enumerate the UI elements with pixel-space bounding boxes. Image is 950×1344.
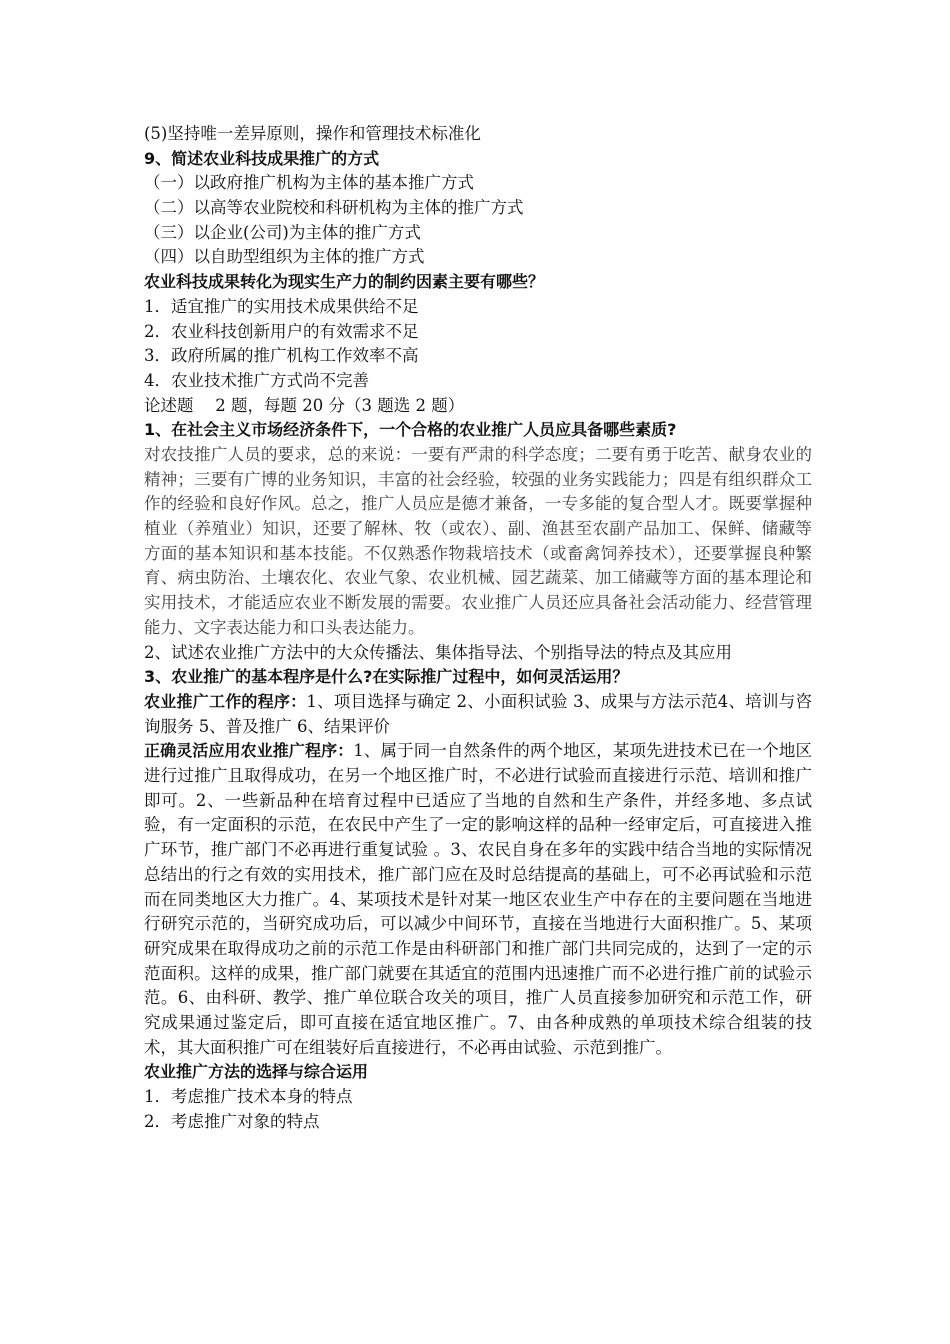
paragraph-flexible-application xyxy=(144,739,812,1060)
list-item-way-4: （四）以自助型组织为主体的推广方式 xyxy=(144,247,425,267)
list-item-way-2: （二）以高等农业院校和科研机构为主体的推广方式 xyxy=(144,198,524,218)
document-page xyxy=(144,122,812,1135)
procedure-text: 1、项目选择与确定 2、小面积试验 3、成果与方法示范4、培训与咨询服务 5、普及推广 6、结果评价 xyxy=(144,691,812,736)
flexible-lead: 正确灵活应用农业推广程序： xyxy=(144,741,354,761)
flexible-text: 1、属于同一自然条件的两个地区，某项先进技术已在一个地区进行过推广且取得成功，在另一个地区推广时，不必进行试验而直接进行示范、培训和推广即可。2、一些新品种在培育过程中已适应了当地的自然和生产条件，并经多地、多点试验，有一定面积的示范，在农民中产生了一定的影响这样的品种一经审定后，可直接进入推广环节，推广部门不必再进行重复试验 。3、农民自身在多年的实践中结合当地的实际情况总结出的行之有效的实用技术，推广部门应在及时总结提高的基础上，可不必再试验和示范而在同类地区大力推广。4、某项技术是针对某一地区农业生产中存在的主要问题在当地进行研究示范的，当研究成功后，可以减少中间环节，直接在当地进行大面积推广。5、某项研究成果在取得成功之前的示范工作是由科研部门和推广部门共同完成的，达到了一定的示范面积。这样的成果，推广部门就要在其适宜的范围内迅速推广而不必进行推广前的试验示范。6、由科研、教学、推广单位联合攻关的项目，推广人员直接参加研究和示范工作，研究成果通过鉴定后，即可直接在适宜地区推广。7、由各种成熟的单项技术综合组装的技术，其大面积推广可在组装好后直接进行，不必再由试验、示范到推广。 xyxy=(144,741,812,1057)
section-essay-header: 论述题 2 题，每题 20 分（3 题选 2 题） xyxy=(144,395,465,415)
list-item-way-3: （三）以企业(公司)为主体的推广方式 xyxy=(144,222,421,242)
heading-methods: 农业推广方法的选择与综合运用 xyxy=(144,1062,369,1082)
heading-essay-q2: 2、试述农业推广方法中的大众传播法、集体指导法、个别指导法的特点及其应用 xyxy=(144,642,732,662)
list-item-constraint-4: 4．农业技术推广方式尚不完善 xyxy=(144,370,369,390)
list-item-constraint-3: 3．政府所属的推广机构工作效率不高 xyxy=(144,346,419,366)
list-item-method-2: 2．考虑推广对象的特点 xyxy=(144,1111,320,1131)
heading-q9: 9、简述农业科技成果推广的方式 xyxy=(144,148,380,168)
list-item-constraint-1: 1．适宜推广的实用技术成果供给不足 xyxy=(144,296,419,316)
paragraph-qualities: 对农技推广人员的要求，总的来说：一要有严肃的科学态度；二要有勇于吃苦、献身农业的精神；三要有广博的业务知识，丰富的社会经验，较强的业务实践能力；四是有组织群众工作的经验和良好作风。总之，推广人员应是德才兼备，一专多能的复合型人才。既要掌握种植业（养殖业）知识，还要了解林、牧（或农）、副、渔甚至农副产品加工、保鲜、储藏等方面的基本知识和基本技能。不仅熟悉作物栽培技术（或畜禽饲养技术），还要掌握良种繁育、病虫防治、土壤农化、农业气象、农业机械、园艺蔬菜、加工储藏等方面的基本理论和实用技术，才能适应农业不断发展的需要。农业推广人员还应具备社会活动能力、经营管理能力、文字表达能力和口头表达能力。 xyxy=(144,444,812,637)
heading-constraints: 农业科技成果转化为现实生产力的制约因素主要有哪些？ xyxy=(144,272,545,292)
procedure-lead: 农业推广工作的程序： xyxy=(144,691,307,711)
line-principle-5: (5)坚持唯一差异原则，操作和管理技术标准化 xyxy=(144,124,481,143)
paragraph-procedure xyxy=(144,690,812,739)
list-item-method-1: 1．考虑推广技术本身的特点 xyxy=(144,1087,353,1107)
list-item-way-1: （一）以政府推广机构为主体的基本推广方式 xyxy=(144,173,474,193)
heading-essay-q1: 1、在社会主义市场经济条件下，一个合格的农业推广人员应具备哪些素质? xyxy=(144,420,677,440)
heading-essay-q3: 3、农业推广的基本程序是什么?在实际推广过程中，如何灵活运用？ xyxy=(144,667,629,687)
list-item-constraint-2: 2．农业科技创新用户的有效需求不足 xyxy=(144,321,419,341)
